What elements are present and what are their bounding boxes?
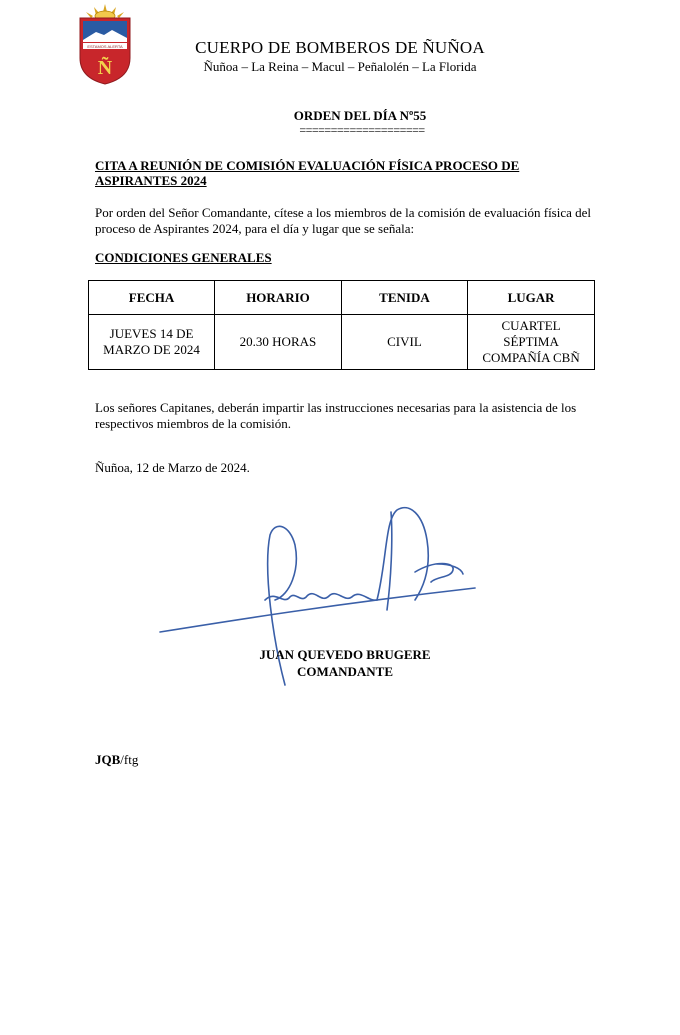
cell-horario [215,315,342,370]
date-line: Ñuñoa, 12 de Marzo de 2024. [95,460,250,475]
cell-lugar-text: CUARTEL SÉPTIMA COMPAÑÍA CBÑ [482,318,580,365]
subject-heading: CITA A REUNIÓN DE COMISIÓN EVALUACIÓN FÍSICA PROCESO DE ASPIRANTES 2024 [95,158,520,188]
cell-tenida-text: CIVIL [387,334,422,349]
order-title-underline: ==================== [299,123,425,137]
header-tenida: TENIDA [341,281,467,315]
conditions-table [88,280,595,370]
crest-letter: Ñ [97,57,113,79]
conditions-row [89,315,595,370]
initials-bold: JQB [95,752,121,767]
signer-title: COMANDANTE [296,664,394,679]
header-lugar: LUGAR [468,281,595,315]
body-paragraph: Por orden del Señor Comandante, cítese a los miembros de la comisión de evaluación física del proceso de Aspirantes 2024, para el día y lugar que se señala: [95,205,592,236]
cell-fecha [89,315,215,370]
cell-horario-text: 20.30 HORAS [239,334,317,349]
conditions-title: CONDICIONES GENERALES [95,250,272,265]
conditions-header-row [89,281,595,315]
closing-paragraph: Los señores Capitanes, deberán impartir las instrucciones necesarias para la asistencia de los respectivos miembros de la comisión. [95,400,577,431]
signer-name: JUAN QUEVEDO BRUGERE [259,647,431,662]
organization-communes: Ñuñoa – La Reina – Macul – Peñalolén – La Florida [203,59,477,74]
cell-fecha-text: JUEVES 14 DE MARZO DE 2024 [103,326,200,357]
header-fecha: FECHA [89,281,215,315]
reference-initials [95,752,138,768]
crest-motto: ESTAMOS ALERTA [87,44,123,49]
cell-lugar [468,315,595,370]
organization-name: CUERPO DE BOMBEROS DE ÑUÑOA [195,38,485,57]
order-title: ORDEN DEL DÍA Nº55 [293,108,427,123]
fire-department-crest-logo [74,2,136,86]
header-horario: HORARIO [215,281,342,315]
cell-tenida [341,315,467,370]
initials-rest: /ftg [120,752,139,767]
